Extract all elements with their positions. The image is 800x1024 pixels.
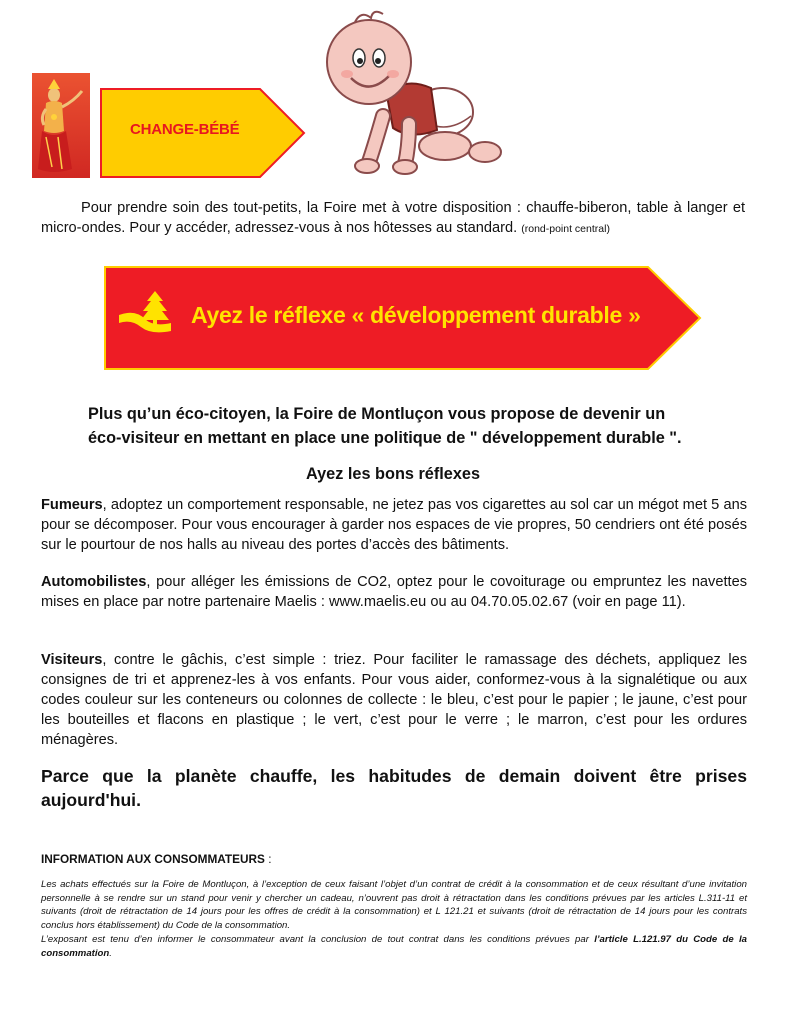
automobilistes-text: , pour alléger les émissions de CO2, optez pour le covoiturage ou empruntez les navettes mises en place par notre partenaire Maelis : www.maelis.eu ou au 04.70.05.02.67 (voir en page 11). [41,574,747,610]
headline-line-1: Plus qu’un éco-citoyen, la Foire de Montluçon vous propose de devenir un [88,405,666,423]
section-visiteurs [41,650,747,750]
legal-paragraph-2-text: L’exposant est tenu d’en informer le consommateur avant la conclusion de tout contrat dans les conditions prévues par [41,933,595,945]
change-bebe-banner [100,88,306,178]
intro-text: Pour prendre soin des tout-petits, la Foire met à votre disposition : chauffe-biberon, table à langer et micro-ondes. Pour y accéder, adressez-vous à nos hôtesses au standard. [41,200,745,236]
consumer-info-title [41,852,271,866]
automobilistes-term: Automobilistes [41,574,147,590]
consumer-info-title-text: INFORMATION AUX CONSOMMATEURS [41,852,265,866]
developpement-durable-label: Ayez le réflexe « développement durable » [191,302,641,328]
intro-paragraph [41,198,745,239]
closing-statement: Parce que la planète chauffe, les habitudes de demain doivent être prises aujourd'hui. [41,766,747,810]
fir-tree-road-icon [117,289,175,337]
section-fumeurs [41,495,747,555]
developpement-durable-banner [104,266,702,370]
headline-line-2: éco-visiteur en mettant en place une politique de " développement durable ". [88,429,682,447]
dancer-illustration [32,73,90,178]
consumer-info-colon: : [264,852,272,866]
legal-article-reference: l’article L.121.97 du Code de la consommation [41,933,747,959]
fumeurs-term: Fumeurs [41,497,103,513]
visiteurs-term: Visiteurs [41,652,103,668]
crawling-baby-illustration [325,4,505,176]
legal-paragraph-1: Les achats effectués sur la Foire de Montluçon, à l’exception de ceux faisant l’objet d’un contrat de crédit à la consommation et de ceux résultant d’une invitation personnelle à se rendre sur un stand pour venir y chercher un cadeau, n’ouvrent pas droit à rétractation dans les conditions prévues par les articles L.311-11 et suivants (droit de rétractation de 14 jours pour les offres de crédit à la consommation) et L 121.21 et suivants (droit de rétractation de 14 jours pour les contrats conclus hors établissement) du Code de la consommation. [41,879,747,932]
headline [88,402,748,450]
legal-notice [41,878,747,960]
intro-note: (rond-point central) [521,223,610,235]
visiteurs-text: , contre le gâchis, c’est simple : triez. Pour faciliter le ramassage des déchets, appliquez les consignes de tri et apprenez-les à vos enfants. Pour vous aider, conformez-vous à la signalétique ou aux codes couleur sur les conteneurs ou colonnes de collecte : le bleu, c’est pour le papier ; le jaune, c’est pour les bouteilles et flacons en plastique ; le vert, c’est pour le verre ; le marron, c’est pour les ordures ménagères. [41,652,747,748]
fumeurs-text: , adoptez un comportement responsable, ne jetez pas vos cigarettes au sol car un mégot met 5 ans pour se décomposer. Pour vous encourager à garder nos espaces de vie propres, 50 cendriers ont été posés sur le pourtour de nos halls au niveau des portes d’accès des bâtiments. [41,497,747,553]
reflexes-title: Ayez les bons réflexes [305,465,481,483]
legal-paragraph-2-end: . [109,947,112,959]
change-bebe-label: CHANGE-BÉBÉ [130,121,240,138]
section-automobilistes [41,572,747,612]
legal-paragraph-2 [41,933,747,960]
